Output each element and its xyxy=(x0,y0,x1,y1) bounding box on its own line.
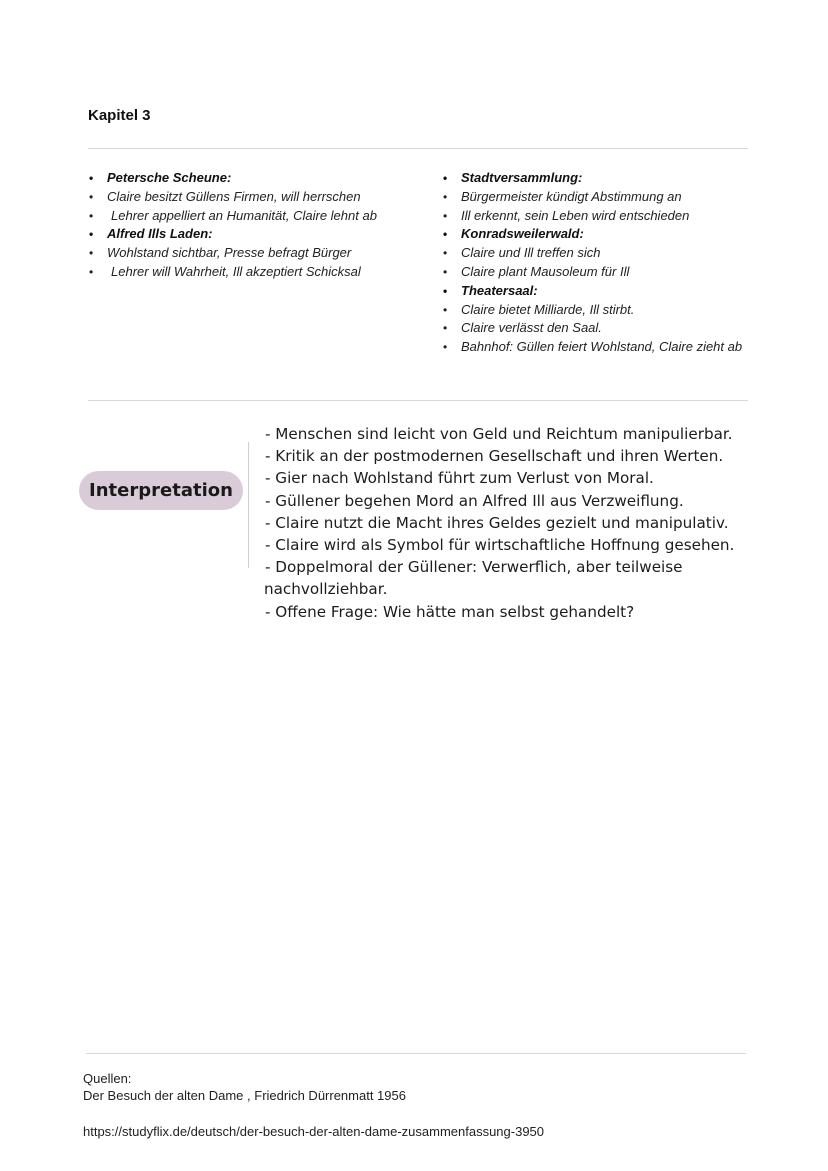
interpretation-line: - Kritik an der postmodernen Gesellschaft und ihren Werten. xyxy=(265,447,724,466)
interpretation-line: - Offene Frage: Wie hätte man selbst gehandelt? xyxy=(265,602,635,621)
list-item: • Ill erkennt, sein Leben wird entschieden xyxy=(441,207,742,226)
list-item: • Claire und Ill treffen sich xyxy=(441,244,742,263)
source-book: Der Besuch der alten Dame , Friedrich Dürrenmatt 1956 xyxy=(83,1088,406,1103)
list-item: • Konradsweilerwald: xyxy=(441,225,742,244)
list-item: • Claire besitzt Güllens Firmen, will herrschen xyxy=(87,188,377,207)
summary-list-left xyxy=(87,169,377,282)
list-item: • Lehrer appelliert an Humanität, Claire lehnt ab xyxy=(87,207,377,226)
source-url[interactable]: https://studyflix.de/deutsch/der-besuch-der-alten-dame-zusammenfassung-3950 xyxy=(83,1124,545,1139)
interpretation-text xyxy=(265,423,745,623)
section-separator xyxy=(248,442,249,568)
list-item: • Theatersaal: xyxy=(441,282,742,301)
list-item: • Bahnhof: Güllen feiert Wohlstand, Claire zieht ab xyxy=(441,338,742,357)
interpretation-line: - Claire wird als Symbol für wirtschaftliche Hoffnung gesehen. xyxy=(265,536,735,555)
divider-top xyxy=(88,148,748,149)
chapter-title: Kapitel 3 xyxy=(88,107,151,124)
interpretation-line: nachvollziehbar. xyxy=(264,580,388,599)
list-item: • Stadtversammlung: xyxy=(441,169,742,188)
list-item: • Claire bietet Milliarde, Ill stirbt. xyxy=(441,301,742,320)
list-item: • Claire plant Mausoleum für Ill xyxy=(441,263,742,282)
interpretation-line: - Menschen sind leicht von Geld und Reichtum manipulierbar. xyxy=(265,425,733,443)
interpretation-label: Interpretation xyxy=(79,471,243,510)
list-item: • Bürgermeister kündigt Abstimmung an xyxy=(441,188,742,207)
interpretation-line: - Gier nach Wohlstand führt zum Verlust von Moral. xyxy=(265,469,654,488)
list-item: • Claire verlässt den Saal. xyxy=(441,319,742,338)
list-item: • Lehrer will Wahrheit, Ill akzeptiert Schicksal xyxy=(87,263,377,282)
interpretation-line: - Doppelmoral der Güllener: Verwerflich, aber teilweise xyxy=(265,558,683,577)
divider-bottom xyxy=(86,1053,746,1054)
divider-middle xyxy=(88,400,748,401)
sources-heading: Quellen: xyxy=(83,1071,132,1086)
interpretation-line: - Claire nutzt die Macht ihres Geldes gezielt und manipulativ. xyxy=(265,513,729,532)
list-item: • Wohlstand sichtbar, Presse befragt Bürger xyxy=(87,244,377,263)
summary-list-right xyxy=(441,169,742,357)
interpretation-line: - Güllener begehen Mord an Alfred Ill aus Verzweiflung. xyxy=(265,491,684,510)
list-item: • Petersche Scheune: xyxy=(87,169,377,188)
list-item: • Alfred Ills Laden: xyxy=(87,225,377,244)
